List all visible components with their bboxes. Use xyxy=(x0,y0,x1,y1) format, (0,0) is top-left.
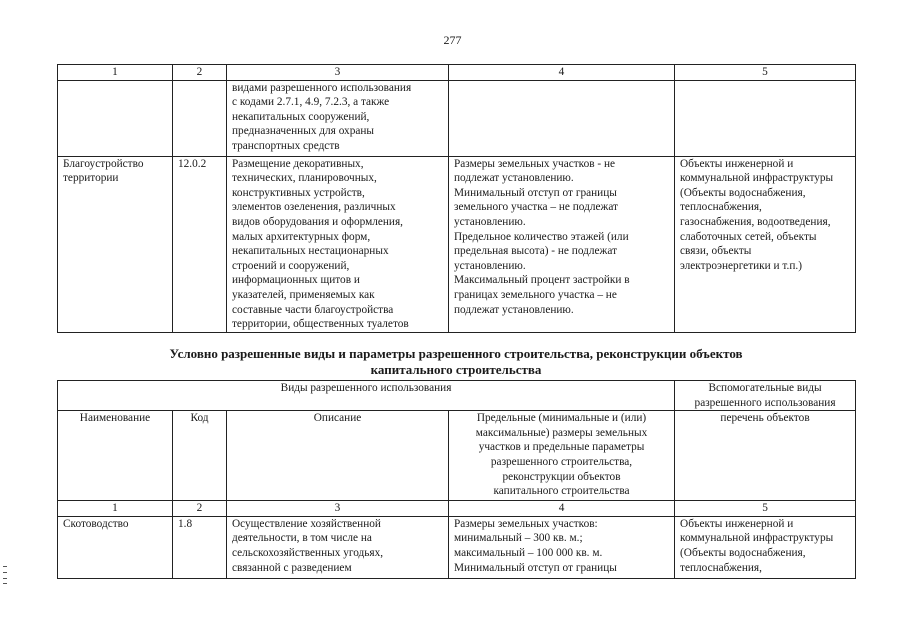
header-line: участков и предельные параметры xyxy=(478,441,645,454)
parameter-line: максимальный – 100 000 кв. м. xyxy=(454,546,603,559)
column-header-row xyxy=(58,411,856,501)
parameter-line: Размеры земельных участков: xyxy=(454,517,598,530)
col-number-3: 3 xyxy=(227,501,449,517)
parameter-line: Минимальный отступ от границы xyxy=(454,561,617,574)
name-line: территории xyxy=(63,172,119,185)
page-number: 277 xyxy=(443,33,462,47)
auxiliary-line: коммунальной инфраструктуры xyxy=(680,532,834,545)
parameter-line: установлению. xyxy=(454,259,526,272)
description-line: связанной с разведением xyxy=(232,561,352,574)
parameters-cell xyxy=(449,516,675,578)
parameters-cell xyxy=(449,156,675,332)
description-line: территории, общественных туалетов xyxy=(232,318,409,331)
auxiliary-line: (Объекты водоснабжения, xyxy=(680,186,806,199)
header-line: максимальные) размеры земельных xyxy=(475,426,648,439)
header-line: разрешенного строительства, xyxy=(490,455,633,468)
auxiliary-line: электроэнергетики и т.п.) xyxy=(680,259,802,272)
col-number-2: 2 xyxy=(173,65,227,81)
header-line: Вспомогательные виды xyxy=(708,382,822,394)
name-cell: Скотоводство xyxy=(58,516,173,578)
parameter-line: предельная высота) - не подлежат xyxy=(454,245,618,258)
column-header-parameters xyxy=(449,411,675,501)
parameters-cell xyxy=(449,80,675,156)
table-row xyxy=(58,516,856,578)
col-number-5: 5 xyxy=(675,65,856,81)
description-line: малых архитектурных форм, xyxy=(232,230,371,243)
auxiliary-cell xyxy=(675,156,856,332)
description-line: указателей, применяемых как xyxy=(232,288,375,301)
description-cell xyxy=(227,80,449,156)
auxiliary-line: Объекты инженерной и xyxy=(680,157,794,170)
parameter-line: подлежат установлению. xyxy=(454,172,574,185)
heading-line: Условно разрешенные виды и параметры разрешенного строительства, реконструкции объектов xyxy=(169,346,743,361)
auxiliary-cell xyxy=(675,516,856,578)
parameter-line: Размеры земельных участков - не xyxy=(454,157,616,170)
description-line: видами разрешенного использования xyxy=(232,81,412,94)
table-row xyxy=(58,156,856,332)
header-line: капитального строительства xyxy=(493,485,630,498)
parameter-line: установлению. xyxy=(454,215,526,228)
code-cell: 1.8 xyxy=(173,516,227,578)
name-cell xyxy=(58,156,173,332)
name-cell xyxy=(58,80,173,156)
col-number-1: 1 xyxy=(58,501,173,517)
auxiliary-line: связи, объекты xyxy=(680,245,752,258)
description-cell xyxy=(227,516,449,578)
description-line: предназначенных для охраны xyxy=(232,125,375,138)
auxiliary-line: коммунальной инфраструктуры xyxy=(680,172,834,185)
parameter-line: минимальный – 300 кв. м.; xyxy=(454,532,583,545)
column-header-description: Описание xyxy=(227,411,449,501)
parameter-line: границах земельного участка – не xyxy=(454,288,617,301)
description-line: Осуществление хозяйственной xyxy=(232,517,381,530)
description-line: конструктивных устройств, xyxy=(232,186,365,199)
parameter-line: земельного участка – не подлежат xyxy=(454,201,618,214)
description-line: информационных щитов и xyxy=(232,274,360,287)
col-number-3: 3 xyxy=(227,65,449,81)
parameter-line: Предельное количество этажей (или xyxy=(454,230,629,243)
parameter-line: подлежат установлению. xyxy=(454,303,574,316)
table-row xyxy=(58,80,856,156)
col-number-4: 4 xyxy=(449,65,675,81)
permitted-uses-table-continued xyxy=(57,64,856,333)
description-line: строений и сооружений, xyxy=(232,259,350,272)
description-line: некапитальных нестационарных xyxy=(232,245,389,258)
column-header-name: Наименование xyxy=(58,411,173,501)
section-heading xyxy=(57,346,855,378)
col-number-1: 1 xyxy=(58,65,173,81)
header-line: разрешенного использования xyxy=(694,396,836,409)
header-line: реконструкции объектов xyxy=(502,470,621,483)
description-line: транспортных средств xyxy=(232,139,340,152)
header-line: Предельные (минимальные и (или) xyxy=(476,412,647,425)
auxiliary-line: теплоснабжения, xyxy=(680,561,762,574)
scan-margin-marks xyxy=(3,566,7,584)
auxiliary-line: теплоснабжения, xyxy=(680,201,762,214)
description-line: некапитальных сооружений, xyxy=(232,110,370,123)
parameter-line: Максимальный процент застройки в xyxy=(454,274,630,287)
description-line: Размещение декоративных, xyxy=(232,157,364,170)
uses-group-header: Виды разрешенного использования xyxy=(58,381,675,411)
description-line: деятельности, в том числе на xyxy=(232,532,372,545)
heading-line: капитального строительства xyxy=(370,362,542,377)
description-line: с кодами 2.7.1, 4.9, 7.2.3, а также xyxy=(232,96,390,109)
parameter-line: Минимальный отступ от границы xyxy=(454,186,617,199)
auxiliary-line: слаботочных сетей, объекты xyxy=(680,230,817,243)
code-cell: 12.0.2 xyxy=(173,156,227,332)
auxiliary-group-header xyxy=(675,381,856,411)
column-number-row xyxy=(58,501,856,517)
auxiliary-cell xyxy=(675,80,856,156)
description-cell xyxy=(227,156,449,332)
col-number-2: 2 xyxy=(173,501,227,517)
conditionally-permitted-uses-table xyxy=(57,380,856,579)
description-line: составные части благоустройства xyxy=(232,303,394,316)
auxiliary-line: газоснабжения, водоотведения, xyxy=(680,215,831,228)
description-line: элементов озеленения, различных xyxy=(232,201,396,214)
auxiliary-line: Объекты инженерной и xyxy=(680,517,794,530)
column-header-code: Код xyxy=(173,411,227,501)
group-header-row xyxy=(58,381,856,411)
auxiliary-line: (Объекты водоснабжения, xyxy=(680,546,806,559)
col-number-4: 4 xyxy=(449,501,675,517)
column-number-row xyxy=(58,65,856,81)
column-header-objects: перечень объектов xyxy=(675,411,856,501)
description-line: сельскохозяйственных угодьях, xyxy=(232,546,384,559)
description-line: видов оборудования и оформления, xyxy=(232,215,403,228)
name-line: Благоустройство xyxy=(63,157,144,170)
col-number-5: 5 xyxy=(675,501,856,517)
code-cell xyxy=(173,80,227,156)
description-line: технических, планировочных, xyxy=(232,172,377,185)
